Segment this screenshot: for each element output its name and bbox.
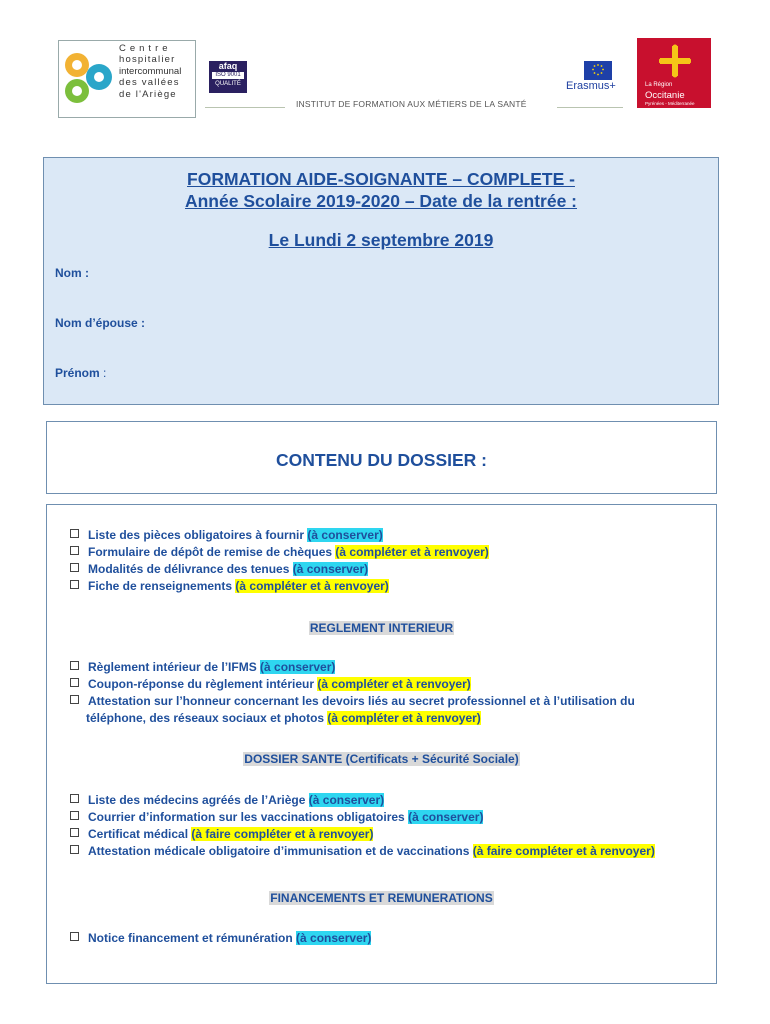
checkbox-icon [70,845,79,854]
afaq-logo-top: afaq [218,61,238,71]
section-heading-text: DOSSIER SANTE (Certificats + Sécurité Sociale) [244,752,519,766]
list-item-text: Fiche de renseignements [88,579,236,593]
list-item [70,694,635,709]
title-box [43,157,719,405]
header-divider [557,107,623,108]
section-heading [47,621,716,635]
contenu-heading: CONTENU DU DOSSIER : [276,450,487,470]
list-item-tag: (à faire compléter et à renvoyer) [191,827,374,841]
chi-logo-line: Centre [119,43,172,54]
checkbox-icon [70,546,79,555]
list-item-text: Modalités de délivrance des tenues [88,562,293,576]
section-heading-text: REGLEMENT INTERIEUR [309,621,454,635]
section-heading [47,891,716,905]
list-item [70,579,389,594]
list-item [70,827,373,842]
list-item-text: Liste des pièces obligatoires à fournir [88,528,308,542]
list-item [70,677,471,692]
checkbox-icon [70,794,79,803]
eu-flag-icon [584,61,612,80]
checkbox-icon [70,678,79,687]
afaq-logo [209,61,247,93]
nom-label: Nom : [55,266,89,280]
title-line-1: FORMATION AIDE-SOIGNANTE – COMPLETE - [187,169,575,189]
list-item-text: Attestation sur l’honneur concernant les devoirs liés au secret professionnel et à l’utilisation du [88,694,635,708]
title-line-2: Année Scolaire 2019-2020 – Date de la rentrée : [184,191,577,211]
occitanie-logo [637,38,711,108]
list-item-text: téléphone, des réseaux sociaux et photos [86,711,328,725]
list-item [70,844,655,859]
contenu-box [46,421,717,494]
checkbox-icon [70,661,79,670]
chi-logo-line: de l'Ariège [119,88,177,100]
list-item-tag: (à conserver) [308,793,385,807]
list-item-tag: (à compléter et à renvoyer) [327,711,481,725]
prenom-label [55,366,106,380]
list-item-tag: (à conserver) [408,810,484,824]
list-item [70,793,384,808]
list-item [70,545,489,560]
list-item [70,660,335,675]
list-item-text: Notice financement et rémunération [88,931,297,945]
region-label-3: Pyrénées - Méditerranée [645,101,695,106]
checkbox-icon [70,828,79,837]
chi-3c-logo-icon [63,47,113,111]
chi-logo-line: des vallées [119,77,180,89]
nom-epouse-label: Nom d’épouse : [55,316,146,330]
section-heading-text: FINANCEMENTS ET REMUNERATIONS [270,891,493,905]
prenom-label-colon: : [99,366,107,380]
section-heading [47,752,716,766]
list-item-text: Règlement intérieur de l’IFMS [88,660,261,674]
list-item-text: Coupon-réponse du règlement intérieur [88,677,318,691]
page-header [0,0,770,130]
checkbox-icon [70,811,79,820]
occitan-cross-icon [659,44,691,78]
list-item-text: Attestation médicale obligatoire d’immunisation et de vaccinations [88,844,473,858]
list-item-tag: (à faire compléter et à renvoyer) [472,844,655,858]
checkbox-icon [70,932,79,941]
header-divider [205,107,285,108]
list-item [70,528,383,543]
checkbox-icon [70,580,79,589]
list-item [70,810,483,825]
list-item-tag: (à compléter et à renvoyer) [235,579,389,593]
list-item-tag: (à compléter et à renvoyer) [317,677,471,691]
list-item-text: Certificat médical [88,827,192,841]
list-item-tag: (à conserver) [296,931,372,945]
institute-name: INSTITUT DE FORMATION AUX MÉTIERS DE LA SANTÉ [296,99,527,109]
title-line-3: Le Lundi 2 septembre 2019 [268,230,494,250]
chi-logo-line: hospitalier [119,54,176,66]
list-item-tag: (à conserver) [307,528,383,542]
chi-logo-line: intercommunal [119,65,182,77]
list-item-tag: (à compléter et à renvoyer) [335,545,489,559]
afaq-logo-bottom: QUALITÉ [215,81,241,87]
list-item [70,562,368,577]
list-item-text: Courrier d’information sur les vaccinations obligatoires [88,810,409,824]
region-label-1: La Région [645,82,673,88]
list-item-tag: (à conserver) [292,562,369,576]
afaq-logo-mid: ISO 9001 [212,72,244,79]
region-label-2: Occitanie [645,90,685,101]
list-item-text: Formulaire de dépôt de remise de chèques [88,545,336,559]
list-item-tag: (à conserver) [260,660,336,674]
dossier-list-box [46,504,717,984]
checkbox-icon [70,529,79,538]
list-item-continuation [86,711,481,726]
erasmus-label: Erasmus+ [566,80,616,92]
prenom-label-text: Prénom [55,366,100,380]
checkbox-icon [70,563,79,572]
list-item [70,931,371,946]
list-item-text: Liste des médecins agréés de l’Ariège [88,793,309,807]
chi-logo [58,40,196,118]
checkbox-icon [70,695,79,704]
